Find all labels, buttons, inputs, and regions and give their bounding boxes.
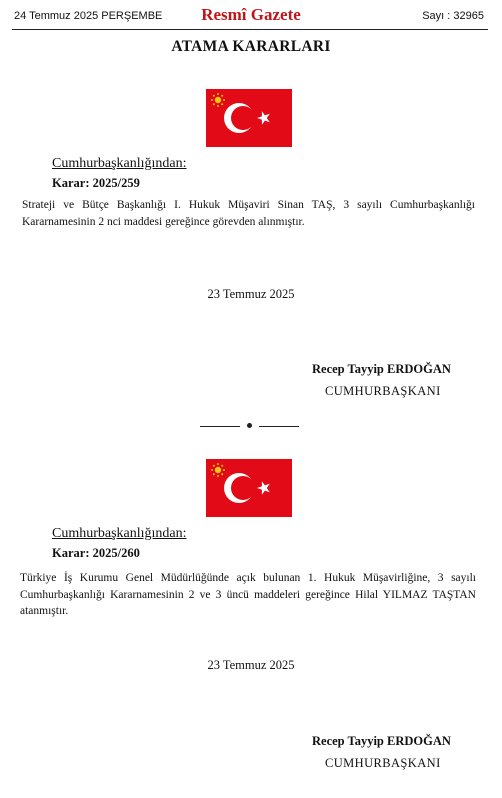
page-title: ATAMA KARARLARI [171,38,331,55]
section-separator [200,420,300,432]
signatory-title: CUMHURBAŞKANI [325,756,441,770]
turkish-flag-icon [206,459,292,517]
issuing-office: Cumhurbaşkanlığından: [52,526,187,541]
turkish-flag-icon [206,89,292,147]
signatory-title: CUMHURBAŞKANI [325,384,441,398]
header-divider [12,29,488,30]
gazette-title: Resmî Gazete [201,5,301,24]
decision-text: Strateji ve Bütçe Başkanlığı I. Hukuk Müşaviri Sinan TAŞ, 3 sayılı Cumhurbaşkanlığı Kararnamesinin 2 nci maddesi gereğince görevden alınmıştır. [22,199,475,228]
decision-number: Karar: 2025/260 [52,546,140,560]
signatory-name: Recep Tayyip ERDOĞAN [312,362,451,376]
signatory-name: Recep Tayyip ERDOĞAN [312,734,451,748]
decision-date: 23 Temmuz 2025 [207,658,295,672]
decision-date: 23 Temmuz 2025 [207,287,295,301]
gazette-date: 24 Temmuz 2025 PERŞEMBE [14,10,163,22]
decision-number: Karar: 2025/259 [52,176,140,190]
decision-text: Türkiye İş Kurumu Genel Müdürlüğünde açık bulunan 1. Hukuk Müşavirliğine, 3 sayılı Cumhurbaşkanlığı Kararnamesinin 2 ve 3 üncü maddeleri gereğince Hilal YILMAZ TAŞTAN atanmıştır. [20,572,476,617]
issuing-office: Cumhurbaşkanlığından: [52,156,187,171]
gazette-issue-number: Sayı : 32965 [422,10,484,22]
